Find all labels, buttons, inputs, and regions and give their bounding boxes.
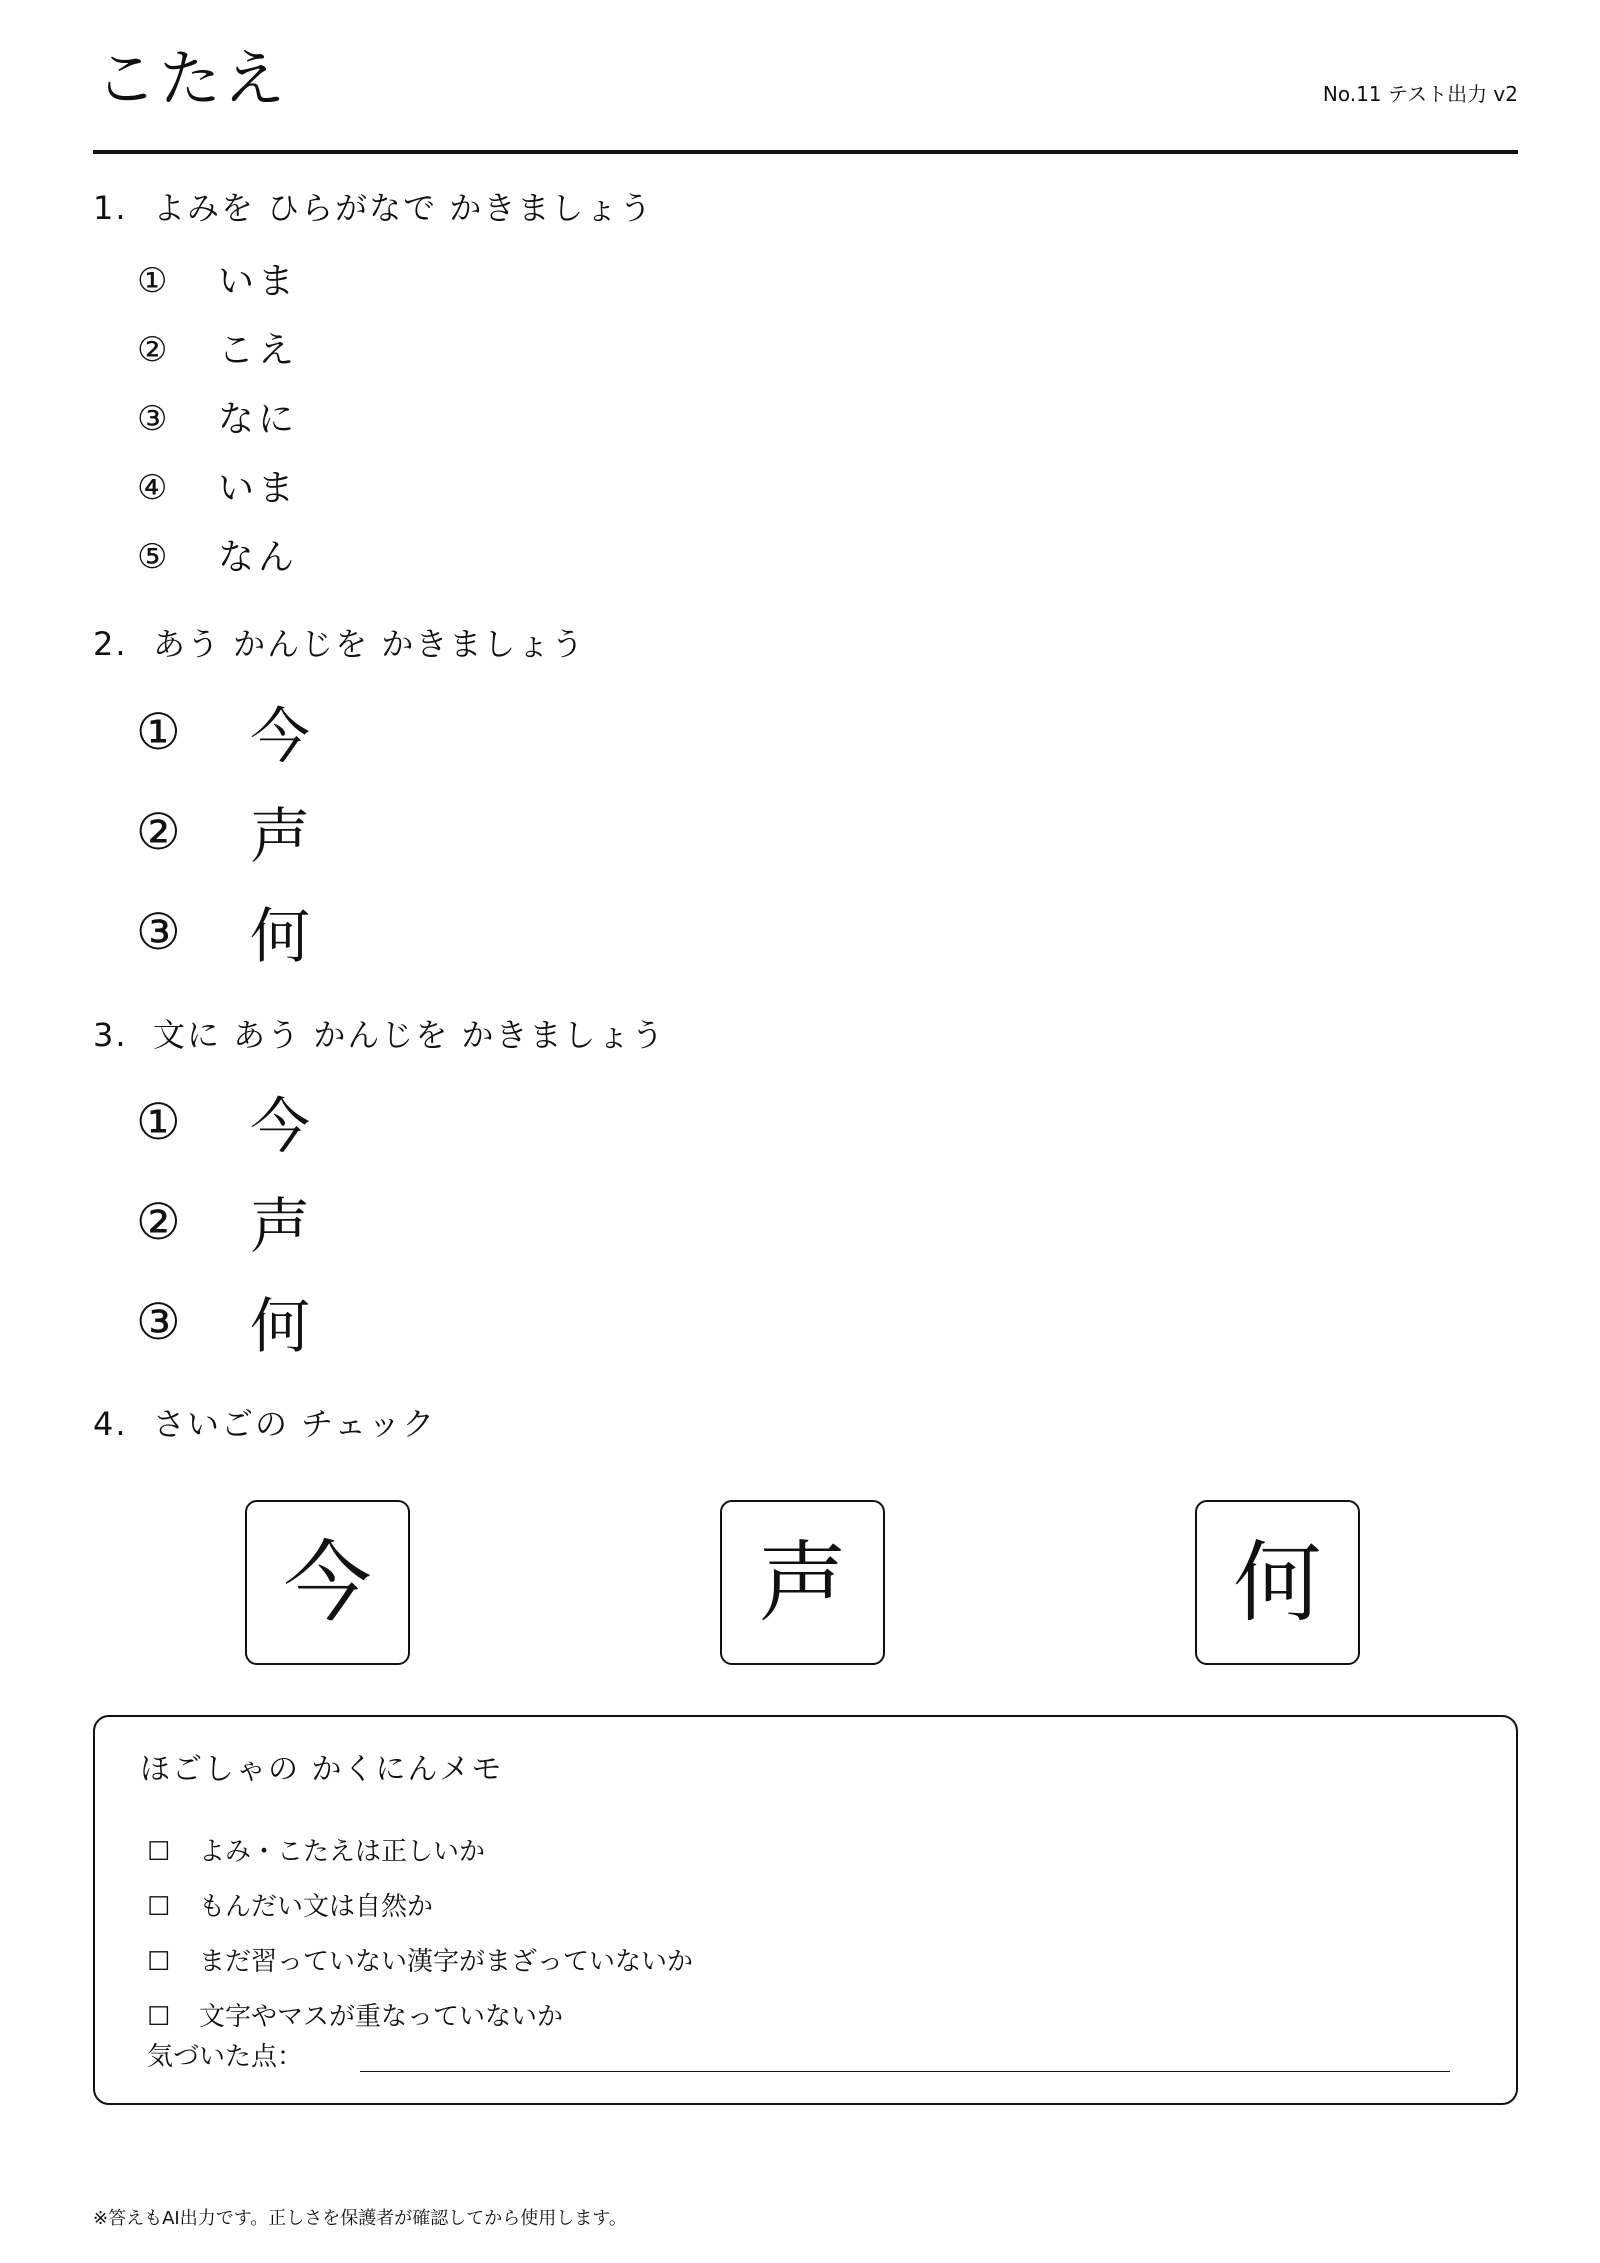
section-2-number: 2. [93, 625, 128, 663]
checkbox[interactable]: ☐ [147, 2002, 171, 2032]
reading-answer: なん [218, 537, 299, 578]
kanji-check-box-3: 何 [1195, 1500, 1360, 1665]
memo-check-item-3 [147, 1949, 693, 1975]
kanji-answer: 声 [250, 802, 310, 872]
item-number-mark: ④ [137, 468, 168, 508]
kanji-answer: 声 [250, 1192, 310, 1262]
kanji-answer: 何 [250, 1292, 310, 1362]
section-1-heading [93, 189, 654, 227]
item-number-mark: ③ [137, 399, 168, 439]
section-1-prompt: よみを ひらがなで かきましょう [153, 189, 654, 227]
section-3-heading [93, 1016, 666, 1054]
check-label: 文字やマスが重なっていないか [199, 2002, 564, 2032]
item-number-mark: ② [136, 1193, 181, 1251]
section-4-number: 4. [93, 1405, 128, 1443]
check-label: よみ・こたえは正しいか [199, 1837, 486, 1867]
section-3-prompt: 文に あう かんじを かきましょう [153, 1016, 666, 1054]
section-2-heading [93, 625, 586, 663]
kanji-check-box-1: 今 [245, 1500, 410, 1665]
header-rule [93, 150, 1518, 154]
item-number-mark: ① [136, 703, 181, 761]
checkbox[interactable]: ☐ [147, 1837, 171, 1867]
item-number-mark: ② [137, 330, 168, 370]
item-number-mark: ① [136, 1093, 181, 1151]
item-number-mark: ⑤ [137, 537, 168, 577]
kanji-answer: 今 [250, 1092, 310, 1162]
page-title: こたえ [95, 42, 288, 115]
section-1-number: 1. [93, 189, 128, 227]
check-label: まだ習っていない漢字がまざっていないか [199, 1947, 694, 1977]
footer-note: ※答えもAI出力です。正しさを保護者が確認してから使用します。 [93, 2208, 627, 2229]
kanji-answer: 今 [250, 702, 310, 772]
section-4-prompt: さいごの チェック [153, 1405, 437, 1443]
item-number-mark: ② [136, 803, 181, 861]
section-4-heading [93, 1405, 437, 1443]
reading-answer: いま [218, 468, 299, 509]
memo-check-item-4 [147, 2004, 563, 2030]
memo-check-item-2 [147, 1894, 433, 1920]
memo-title: ほごしゃの かくにんメモ [140, 1752, 504, 1787]
checkbox[interactable]: ☐ [147, 1947, 171, 1977]
kanji-check-box-2: 声 [720, 1500, 885, 1665]
notice-write-line[interactable] [360, 2071, 1450, 2072]
notice-label: 気づいた点： [147, 2042, 304, 2072]
section-2-prompt: あう かんじを かきましょう [153, 625, 586, 663]
guardian-memo-panel [93, 1715, 1518, 2105]
memo-check-item-1 [147, 1839, 485, 1865]
kanji-answer: 何 [250, 902, 310, 972]
reading-answer: こえ [218, 330, 299, 371]
check-label: もんだい文は自然か [199, 1892, 434, 1922]
item-number-mark: ③ [136, 903, 181, 961]
reading-answer: なに [218, 399, 299, 440]
item-number-mark: ① [137, 261, 168, 301]
section-3-number: 3. [93, 1016, 128, 1054]
reading-answer: いま [218, 261, 299, 302]
checkbox[interactable]: ☐ [147, 1892, 171, 1922]
item-number-mark: ③ [136, 1293, 181, 1351]
document-meta: No.11 テスト出力 v2 [1322, 82, 1518, 106]
